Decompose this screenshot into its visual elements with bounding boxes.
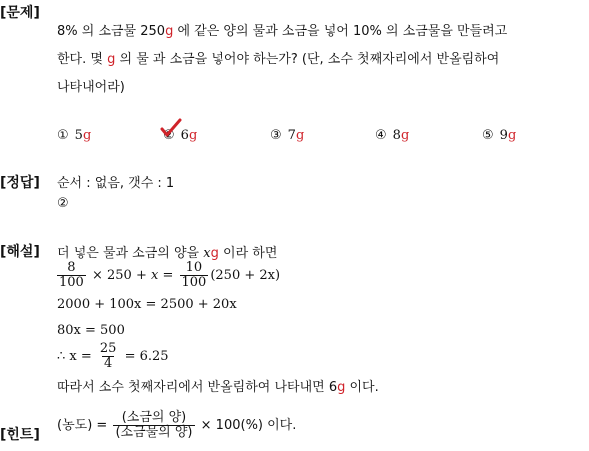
unit-g: g [165, 24, 174, 39]
choice-5[interactable]: ⑤ 9g [482, 128, 517, 143]
answer-line-1: 순서 : 없음, 갯수 : 1 [57, 176, 175, 191]
choice-3[interactable]: ③ 7g [270, 128, 305, 143]
choice-1[interactable]: ① 5g [57, 128, 92, 143]
solution-label: [해설] [0, 244, 40, 260]
problem-line-2: 한다. 몇 g 의 물 과 소금을 넣어야 하는가? (단, 소수 첫째자리에서 반올림하여 [57, 52, 500, 67]
problem-line-1: 8% 의 소금물 250g 에 같은 양의 물과 소금을 넣어 10% 의 소금물을 만들려고 [57, 24, 508, 39]
solution-eq-4: ∴ x = $\frac{25}{4}$ = 6.25 [57, 341, 169, 371]
answer-line-2: ② [57, 196, 69, 211]
hint-label: [힌트] [0, 427, 40, 443]
solution-eq-1: $\frac{8}{100}$ × 250 + x = $\frac{10}{100}$ (250 + 2x) [59, 260, 281, 290]
hint-formula: (농도) = $\frac{\text{(소금의 양)}}{\text{(소금물의 양)}}$ × 100(%) 이다. [57, 410, 297, 440]
solution-eq-2: 2000 + 100x = 2500 + 20x [57, 297, 237, 312]
solution-conclusion: 따라서 소수 첫째자리에서 반올림하여 나타내면 6g 이다. [57, 380, 379, 395]
problem-line-3: 나타내어라) [57, 80, 125, 95]
choice-2[interactable]: ② 6g [163, 128, 198, 143]
choice-4[interactable]: ④ 8g [375, 128, 410, 143]
answer-label: [정답] [0, 175, 40, 191]
checkmark-icon [160, 118, 182, 138]
unit-g: g [107, 52, 116, 67]
problem-label: [문제] [0, 5, 40, 21]
solution-eq-3: 80x = 500 [57, 323, 125, 338]
solution-intro: 더 넣은 물과 소금의 양을 xg 이라 하면 [57, 246, 278, 261]
